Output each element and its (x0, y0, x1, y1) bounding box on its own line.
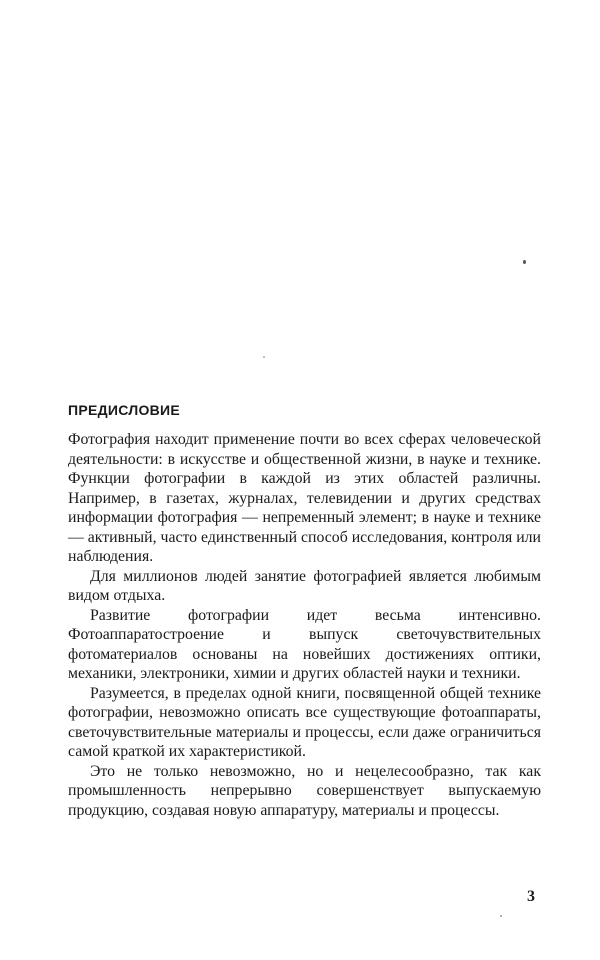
print-speck (523, 260, 526, 264)
paragraph-1: Фотография находит применение почти во всех сферах человеческой деятельности: в искусстве и общественной жизни, в науке и технике. Функции фотографии в каждой из этих областей различны. Например, в газетах, журналах, телевидении и других средствах информации фотография — непременный элемент; в науке и технике — активный, часто единственный способ исследования, контроля или наблюдения. (68, 431, 541, 565)
section-heading: ПРЕДИСЛОВИЕ (68, 402, 181, 418)
preface-text (68, 430, 541, 820)
paragraph-2: Для миллионов людей занятие фотографией является любимым видом отдыха. (68, 567, 541, 604)
print-speck (500, 915, 502, 917)
page-number: 3 (527, 888, 535, 905)
print-speck (263, 356, 265, 358)
paragraph-3: Развитие фотографии идет весьма интенсивно. Фотоаппаратостроение и выпуск светочувствительных фотоматериалов основаны на новейших достижениях оптики, механики, электроники, химии и других областей науки и техники. (68, 606, 541, 682)
paragraph-5: Это не только невозможно, но и нецелесообразно, так как промышленность непрерывно совершенствует выпускаемую продукцию, создавая новую аппаратуру, материалы и процессы. (68, 762, 541, 819)
paragraph-4: Разумеется, в пределах одной книги, посвященной общей технике фотографии, невозможно описать все существующие фотоаппараты, светочувствительные материалы и процессы, если даже ограничиться самой краткой их характеристикой. (68, 684, 541, 760)
